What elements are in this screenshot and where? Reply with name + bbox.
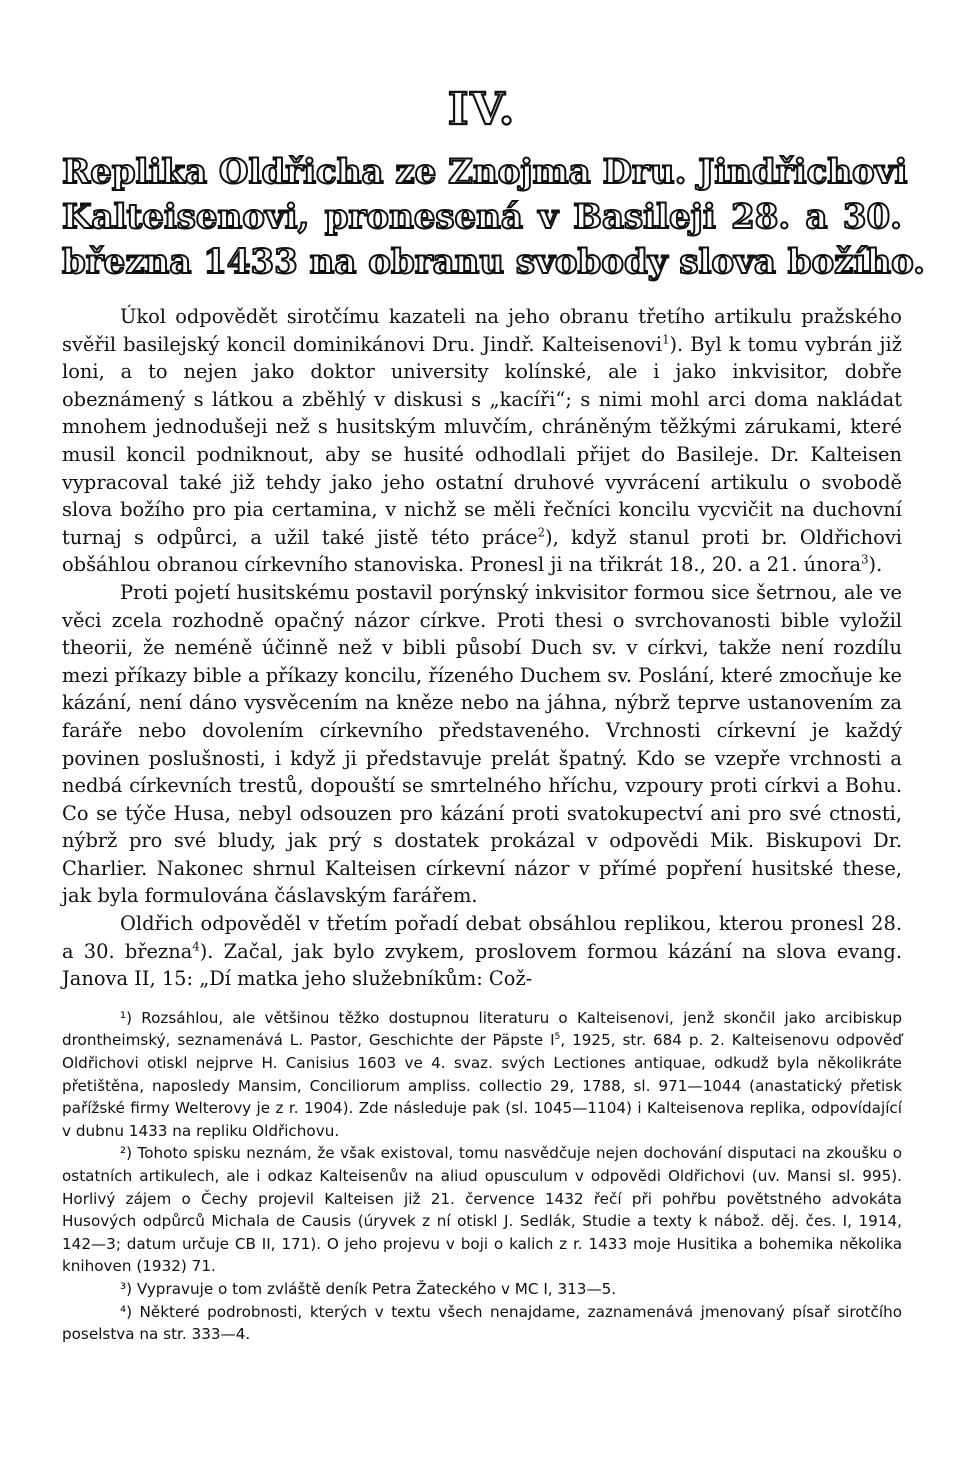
footnote-ref-3: 3 <box>861 552 869 567</box>
paragraph-2: Proti pojetí husitskému postavil porýnský inkvisitor formou sice šetrnou, ale ve věci zcela rozhodně opačný názor církve. Proti thesi o svrchovanosti bible vyložil theorii, že neméně účinně než v bibli působí Duch sv. v církvi, takže není rozdílu mezi příkazy bible a příkazy koncilu, řízeného Duchem sv. Poslání, které zmocňuje ke kázání, není dáno vysvěcením na kněze nebo na jáhna, nýbrž teprve ustanovením za faráře nebo dovolením církevního představeného. Vrchnosti církevní je každý povinen poslušnosti, i když ji představuje prelát špatný. Kdo se vzepře vrchnosti a nedbá církevních trestů, dopouští se smrtelného hříchu, vzpoury proti církvi a Bohu. Co se týče Husa, nebyl odsouzen pro kázání proti svatokupectví ani pro své ctnosti, nýbrž pro své bludy, jak prý s dostatek prokázal v odpovědi Mik. Biskupovi Dr. Charlier. Nakonec shrnul Kalteisen církevní názor v přímé popření husitské these, jak byla formulována čáslavským farářem. <box>62 580 902 908</box>
paragraph-3-text-a: Oldřich odpověděl v třetím pořadí debat obsáhlou replikou, kterou pronesl 28. a 30. března <box>62 912 902 963</box>
footnote-1-text-b: , 1925, str. 684 p. 2. Kalteisenovu odpověď Oldřichovi otiskl nejprve H. Canisius 1603 ve 4. svaz. svých Lectiones antiquae, odkudž byla několikráte přetištěna, naposledy Mansim, Conciliorum ampliss. collectio 29, 1788, sl. 971—1044 (anastatický přetisk pařížské firmy Welterovy je z r. 1904). Zde následuje pak (sl. 1045—1104) i Kalteisenova replika, odpovídající v dubnu 1433 na repliku Oldřichovu. <box>62 1031 902 1140</box>
paragraph-1-text-d: ). <box>868 553 883 577</box>
paragraph-1-text-a: Úkol odpovědět sirotčímu kazateli na jeho obranu třetího artikulu pražského svěřil basilejský koncil dominikánovi Dru. Jindř. Kalteisenovi <box>62 305 902 356</box>
chapter-title-line-2: Kalteisenovi, pronesená v Basileji 28. a 30. <box>62 197 902 237</box>
chapter-title-line-3: března 1433 na obranu svobody slova božího. <box>62 242 925 282</box>
paragraph-1 <box>62 303 902 579</box>
body-text <box>62 303 902 993</box>
footnotes <box>62 1007 902 1346</box>
paragraph-3-text-b: ). Začal, jak bylo zvykem, proslovem formou kázání na slova evang. Janova II, 15: „Dí matka jeho služebníkům: Což- <box>62 939 902 991</box>
footnote-4: ⁴) Některé podrobnosti, kterých v textu všech nenajdame, zaznamenává jmenovaný písař sirotčího poselstva na str. 333—4. <box>62 1302 902 1344</box>
book-page <box>62 70 925 1346</box>
chapter-title-line-1: Replika Oldřicha ze Znojma Dru. Jindřichovi <box>62 152 908 192</box>
chapter-title <box>62 150 925 285</box>
footnote-ref-4: 4 <box>192 939 200 954</box>
footnote-ref-2: 2 <box>537 525 545 540</box>
footnote-ref-1: 1 <box>662 332 670 347</box>
paragraph-1-text-b: ). Byl k tomu vybrán již loni, a to nejen jako doktor university kolínské, ale i jako inkvisitor, dobře obeznámený s látkou a zběhlý v diskusi s „kacíři“; s nimi mohl arci doma nakládat mnohem jednodušeji než s husitským mluvčím, chráněným těžkými zárukami, které musil koncil podniknout, aby se husité odhodlali přijet do Basileje. Dr. Kalteisen vypracoval také již tehdy jako jeho ostatní druhové vyvrácení artikulu o svobodě slova božího pro pia certamina, v nichž se měli řečníci koncilu vycvičit na duchovní turnaj s odpůrci, a užil také jistě této práce <box>62 332 902 549</box>
footnote-1-text-a: ¹) Rozsáhlou, ale většinou těžko dostupnou literaturu o Kalteisenovi, jenž skončil jako arcibiskup drontheimský, seznamenává L. Pastor, Geschichte der Päpste I <box>62 1008 902 1050</box>
chapter-number: IV. <box>447 84 517 135</box>
footnote-1 <box>62 1007 902 1143</box>
footnote-2: ²) Tohoto spisku neznám, že však existoval, tomu nasvědčuje nejen dochování disputaci na zkoušku o ostatních artikulech, ale i odkaz Kalteisenův na aliud opusculum v odpovědi Oldřichovi (uv. Mansi sl. 995). Horlivý zájem o Čechy projevil Kalteisen již 21. července 1432 řečí při pohřbu povětstného advokáta Husových odpůrců Michala de Causis (úryvek z ní otiskl J. Sedlák, Studie a texty k nábož. děj. čes. I, 1914, 142—3; datum určuje CB II, 171). O jeho projevu v boji o kalich z r. 1433 moje Husitika a bohemika několika knihoven (1932) 71. <box>62 1144 902 1276</box>
footnote-3: ³) Vypravuje o tom zvláště deník Petra Žateckého v MC I, 313—5. <box>120 1279 617 1298</box>
paragraph-3 <box>62 910 902 993</box>
footnote-1-superscript: 5 <box>554 1032 561 1043</box>
paragraph-1-text-c: ), když stanul proti br. Oldřichovi obšáhlou obranou církevního stanoviska. Pronesl ji na třikrát 18., 20. a 21. února <box>62 525 902 577</box>
